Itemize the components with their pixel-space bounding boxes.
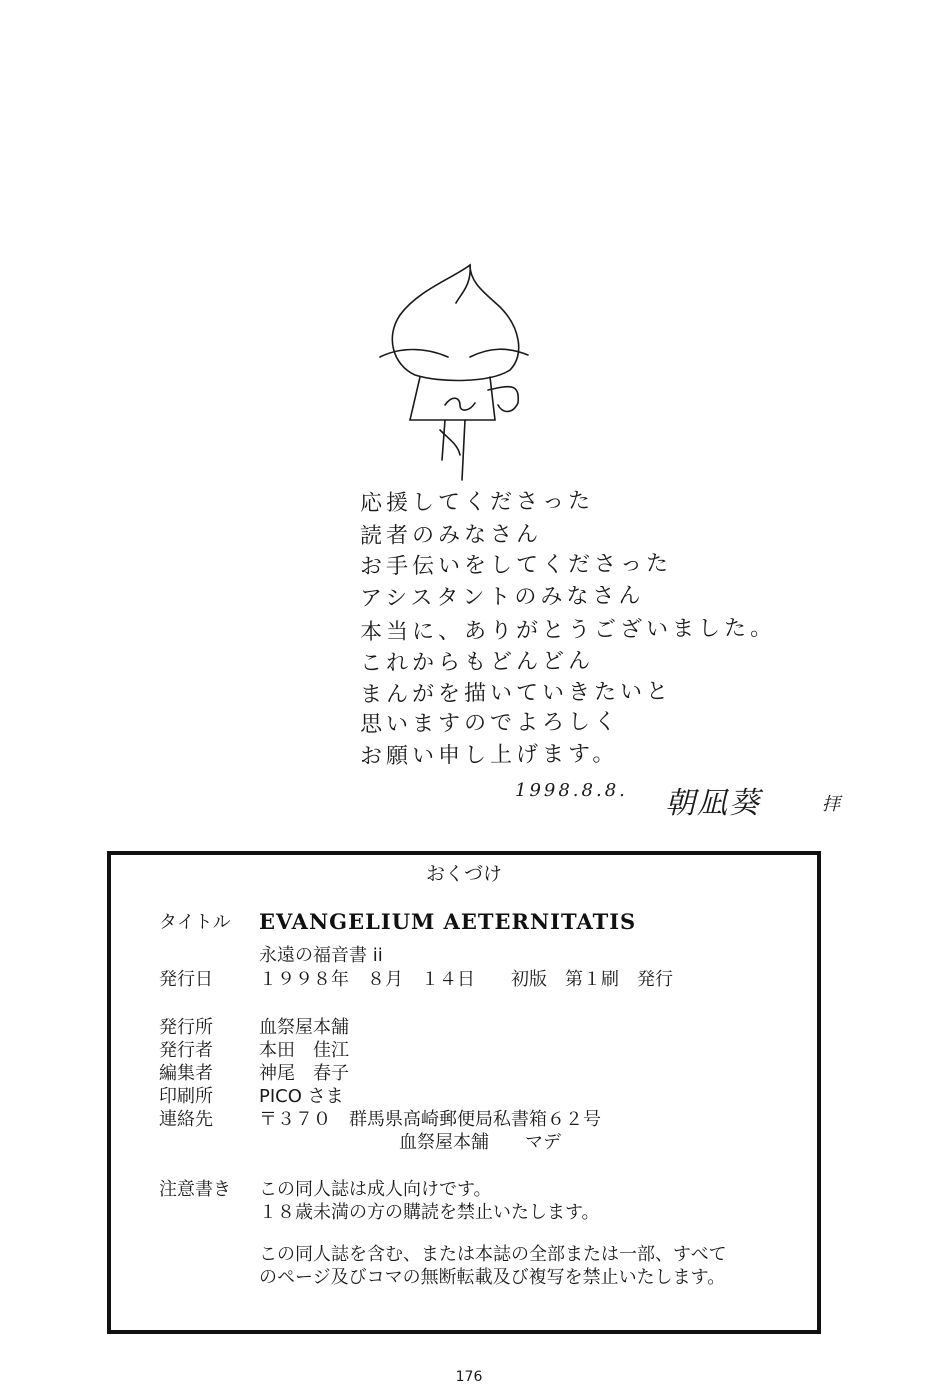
editor-value: 神尾 春子 xyxy=(259,1063,349,1084)
printer-value: PICO さま xyxy=(259,1086,344,1107)
message-line-5: 本当に、ありがとうございました。 xyxy=(359,615,777,646)
message-line-7: まんがを描いていきたいと xyxy=(359,679,673,708)
message-line-9: お願い申し上げます。 xyxy=(359,741,619,770)
message-line-3: お手伝いをしてくださった xyxy=(359,551,673,580)
author-signature: 朝凪葵 xyxy=(665,786,761,821)
message-line-6: これからもどんどん xyxy=(359,648,595,677)
message-line-2: 読者のみなさん xyxy=(359,522,543,549)
message-line-8: 思いますのでよろしく xyxy=(359,709,621,738)
notice-line-3: この同人誌を含む、または本誌の全部または一部、すべて xyxy=(259,1244,727,1265)
notice-line-4: のページ及びコマの無断転載及び複写を禁止いたします。 xyxy=(259,1267,726,1288)
signature-suffix: 拝 xyxy=(822,794,840,815)
contact-address: 〒３７０ 群馬県高崎郵便局私書箱６２号 xyxy=(259,1109,601,1130)
issue-date-value: １９９８年 ８月 １４日 初版 第１刷 発行 xyxy=(259,969,673,990)
contact-label: 連絡先 xyxy=(159,1109,213,1130)
title-label: タイトル xyxy=(159,912,231,933)
title-english: EVANGELIUM AETERNITATIS xyxy=(259,909,637,934)
message-line-4: アシスタントのみなさん xyxy=(359,583,645,612)
notice-label: 注意書き xyxy=(159,1179,231,1200)
issue-date-label: 発行日 xyxy=(159,969,213,990)
editor-label: 編集者 xyxy=(159,1063,213,1084)
message-line-1: 応援してくださった xyxy=(359,488,595,517)
title-japanese: 永遠の福音書 ii xyxy=(259,945,383,966)
character-sketch xyxy=(360,255,560,485)
issuer-label: 発行者 xyxy=(159,1040,213,1061)
notice-line-2: １８歳未満の方の購読を禁止いたします。 xyxy=(259,1202,600,1223)
contact-recipient: 血祭屋本舗 マデ xyxy=(399,1132,561,1153)
issuer-value: 本田 佳江 xyxy=(259,1040,349,1061)
notice-line-1: この同人誌は成人向けです。 xyxy=(259,1179,492,1200)
colophon-box xyxy=(107,851,821,1334)
publisher-label: 発行所 xyxy=(159,1017,213,1038)
colophon-heading: おくづけ xyxy=(425,863,502,885)
printer-label: 印刷所 xyxy=(159,1086,213,1107)
publisher-value: 血祭屋本舗 xyxy=(259,1017,349,1038)
page-number: 176 xyxy=(455,1369,483,1385)
message-date: 1998.8.8. xyxy=(515,780,628,801)
